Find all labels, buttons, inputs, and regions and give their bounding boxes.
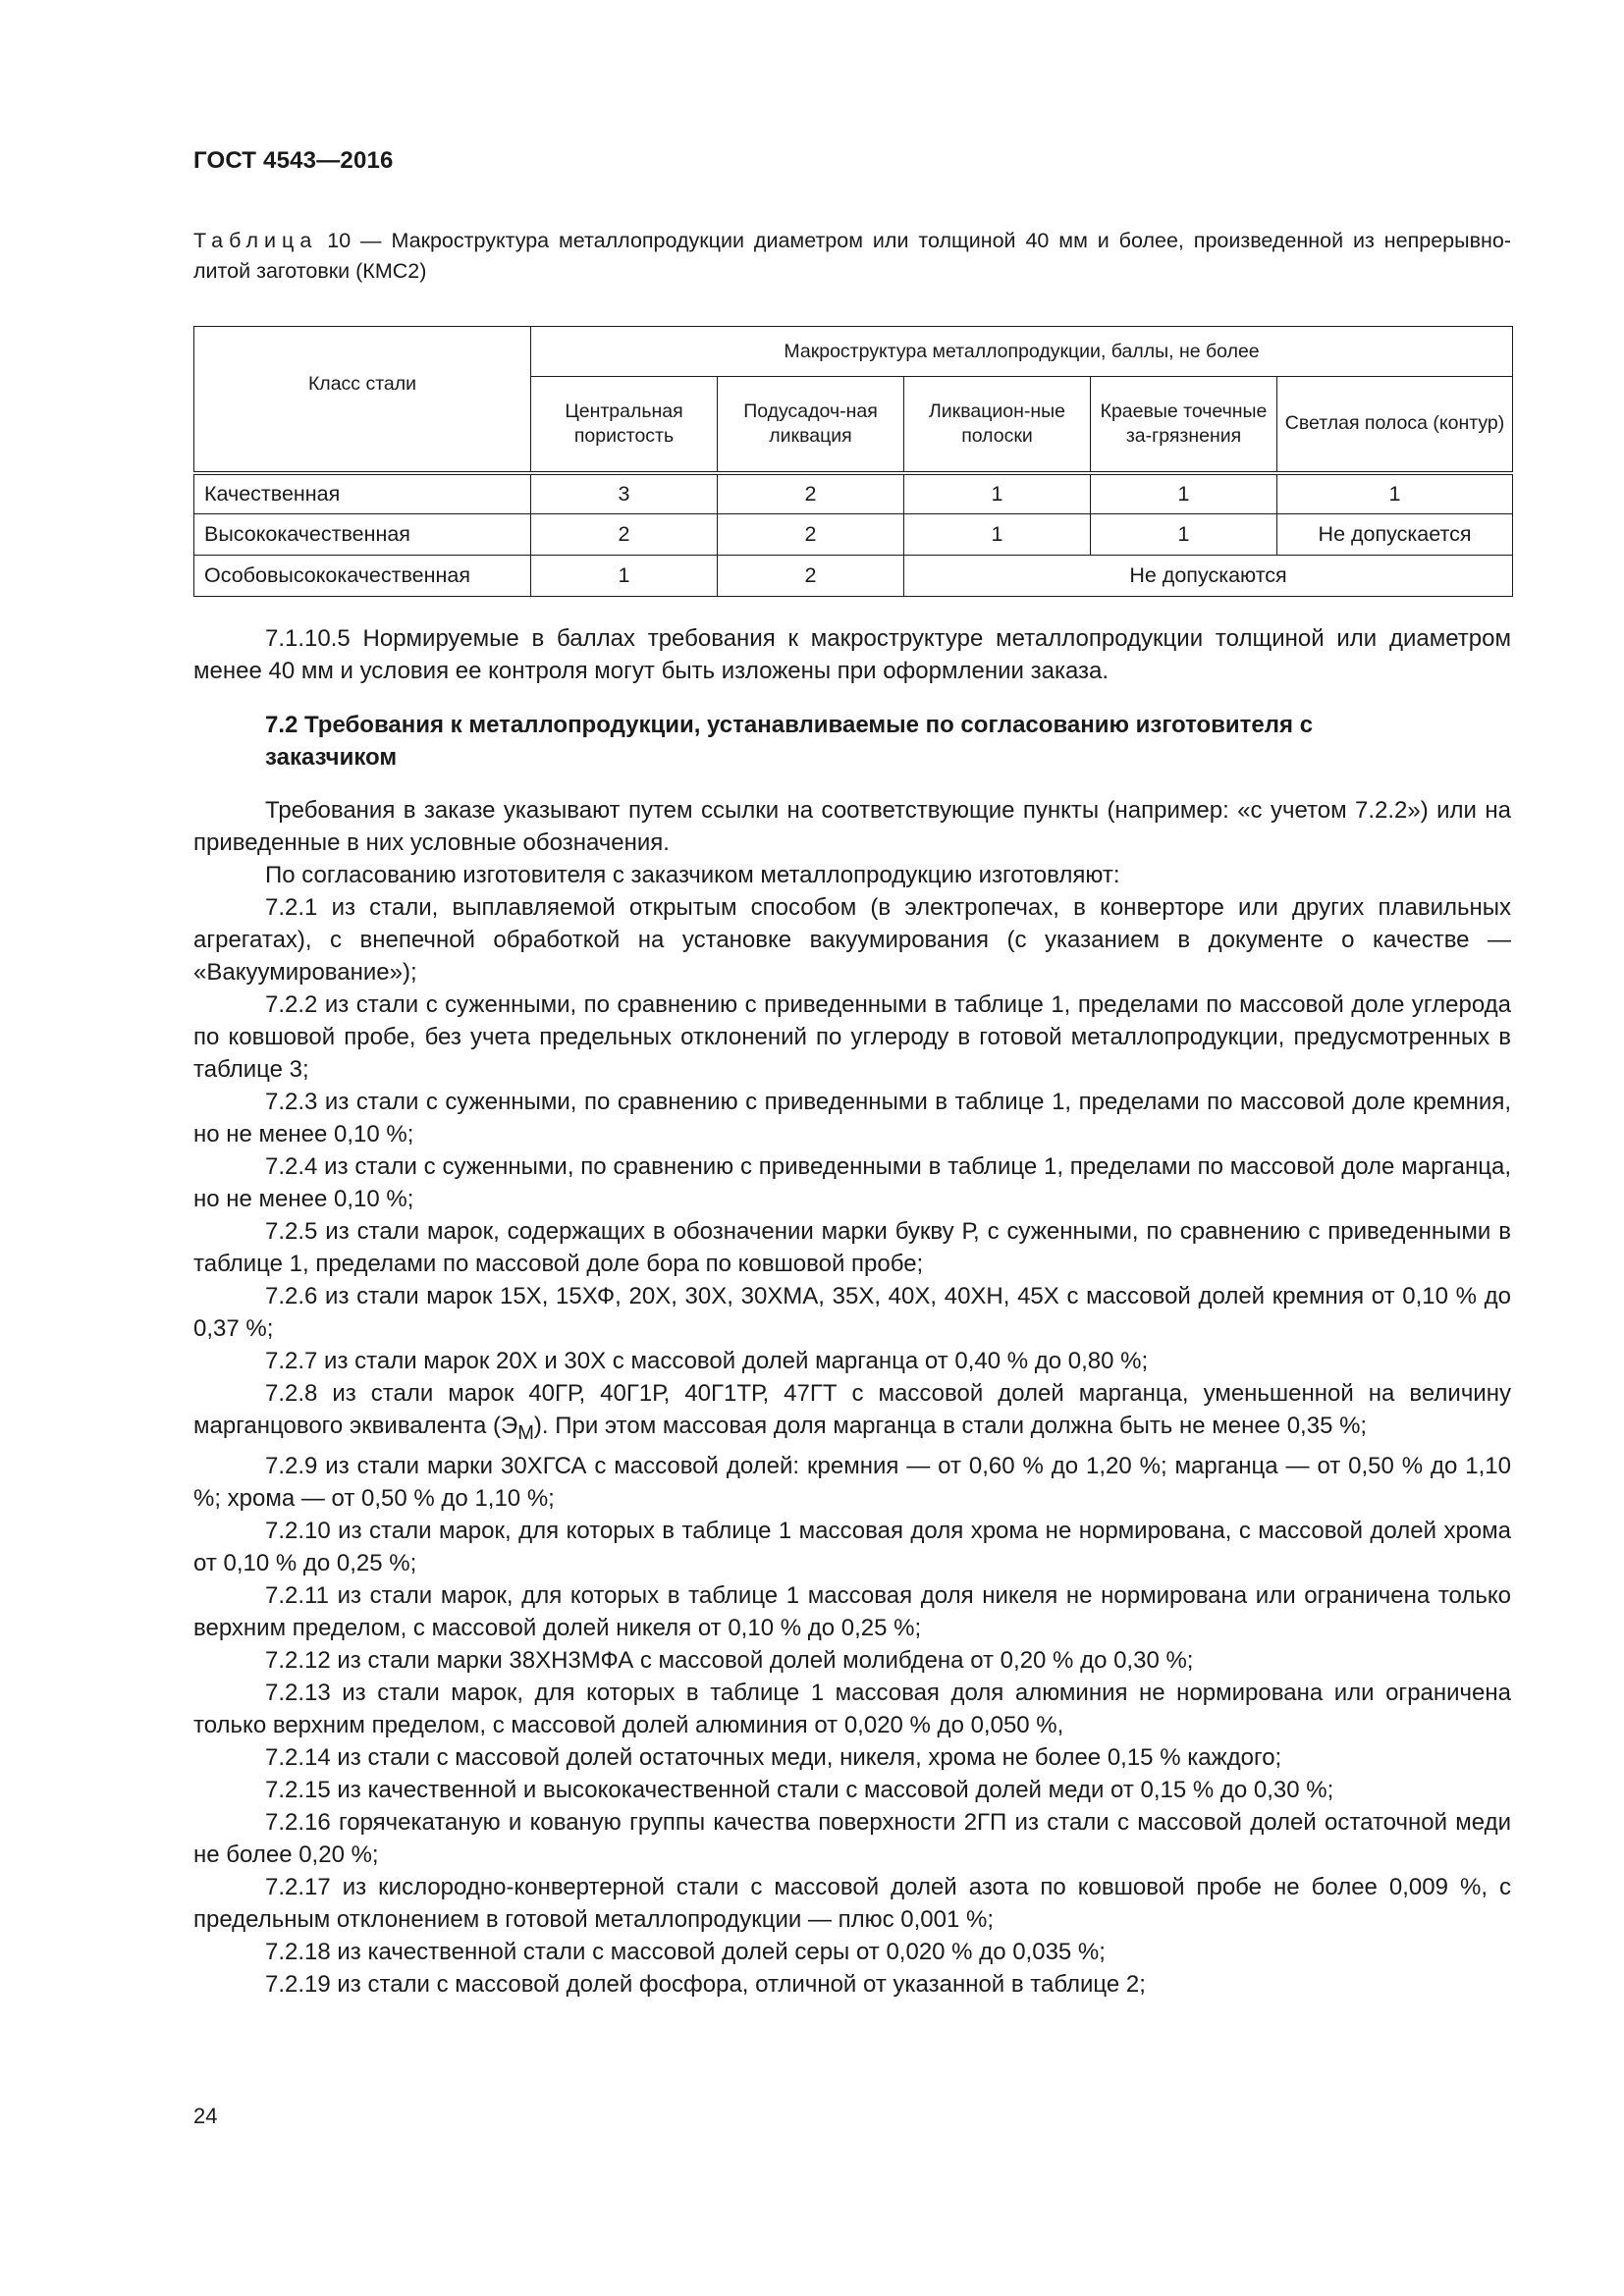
paragraph-7-2-3: 7.2.3 из стали с суженными, по сравнению с приведенными в таблице 1, пределами по массовой доле кремния, но не менее 0,10 %; — [193, 1089, 1511, 1148]
header-edge-spot-contamination: Краевые точечные за-грязнения — [1091, 377, 1277, 473]
table-cell: 2 — [531, 514, 718, 556]
paragraph-7-2-11: 7.2.11 из стали марок, для которых в таблице 1 массовая доля никеля не нормирована или ограничена только верхним пределом, с массовой долей никеля от 0,10 % до 0,25 %; — [193, 1581, 1511, 1641]
class-column-header: Класс стали — [194, 327, 531, 473]
table-row — [194, 556, 1513, 597]
macrostructure-table — [193, 326, 1513, 597]
table-cell: 1 — [531, 556, 718, 597]
section-7-2-title: 7.2 Требования к металлопродукции, устанавливаемые по согласованию изготовителя с заказчиком — [265, 712, 1314, 771]
paragraph-7-2-13: 7.2.13 из стали марок, для которых в таблице 1 массовая доля алюминия не нормирована или ограничена только верхним пределом, с массовой долей алюминия от 0,020 % до 0,050 %, — [193, 1679, 1511, 1738]
paragraph-7-2-16: 7.2.16 горячекатаную и кованую группы качества поверхности 2ГП из стали с массовой долей остаточной меди не более 0,20 %; — [193, 1808, 1511, 1868]
paragraph-7-2-7: 7.2.7 из стали марок 20Х и 30Х с массовой долей марганца от 0,40 % до 0,80 %; — [265, 1348, 1149, 1374]
header-subshrinkage-segregation: Подусадоч-ная ликвация — [718, 377, 904, 473]
header-segregation-stripes: Ликвацион-ные полоски — [904, 377, 1091, 473]
paragraph-7-2-12: 7.2.12 из стали марки 38ХН3МФА с массовой долей молибдена от 0,20 % до 0,30 %; — [265, 1646, 1194, 1674]
table-cell: 1 — [904, 514, 1091, 556]
paragraph-7-2-4: 7.2.4 из стали с суженными, по сравнению с приведенными в таблице 1, пределами по массовой доле марганца, но не менее 0,10 %; — [193, 1153, 1511, 1212]
paragraph-intro-2: По согласованию изготовителя с заказчиком металлопродукцию изготовляют: — [265, 862, 1120, 888]
header-light-band: Светлая полоса (контур) — [1277, 377, 1513, 473]
paragraph-7-2-14: 7.2.14 из стали с массовой долей остаточных меди, никеля, хрома не более 0,15 % каждого; — [265, 1743, 1282, 1771]
row-class-name: Качественная — [194, 473, 531, 514]
row-class-name: Особовысококачественная — [194, 556, 531, 597]
paragraph-7-2-5: 7.2.5 из стали марок, содержащих в обозначении марки букву Р, с суженными, по сравнению с приведенными в таблице 1, пределами по массовой доле бора по ковшовой пробе; — [193, 1218, 1511, 1277]
paragraph-intro-1: Требования в заказе указывают путем ссылки на соответствующие пункты (например: «с учетом 7.2.2») или на приведенные в них условные обозначения. — [193, 797, 1511, 856]
paragraph-7-2-2: 7.2.2 из стали с суженными, по сравнению с приведенными в таблице 1, пределами по массовой доле углерода по ковшовой пробе, без учета предельных отклонений по углероду в готовой металлопродукции, предусмотренных в таблице 3; — [193, 991, 1511, 1083]
paragraph-7-2-15: 7.2.15 из качественной и высококачественной стали с массовой долей меди от 0,15 % до 0,30 %; — [265, 1776, 1334, 1803]
table-cell: 3 — [531, 473, 718, 514]
document-body — [193, 622, 1511, 2001]
table-cell: 1 — [1091, 514, 1277, 556]
table-cell-merged: Не допускаются — [904, 556, 1513, 597]
table-row — [194, 473, 1513, 514]
row-class-name: Высококачественная — [194, 514, 531, 556]
paragraph-7-2-1: 7.2.1 из стали, выплавляемой открытым способом (в электропечах, в конверторе или других плавильных агрегатах), с внепечной обработкой на установке вакуумирования (с указанием в документе о качестве — «Вакуумирование»); — [193, 894, 1511, 986]
paragraph-7-2-18: 7.2.18 из качественной стали с массовой долей серы от 0,020 % до 0,035 %; — [265, 1938, 1106, 1965]
table-caption-lead: Таблица — [193, 229, 318, 252]
table-row — [194, 514, 1513, 556]
header-central-porosity: Центральная пористость — [531, 377, 718, 473]
table-caption — [193, 226, 1511, 287]
paragraph-7-2-6: 7.2.6 из стали марок 15Х, 15ХФ, 20Х, 30Х, 30ХМА, 35Х, 40Х, 40ХН, 45Х с массовой долей кремния от 0,10 % до 0,37 %; — [193, 1283, 1511, 1342]
paragraph-7-2-19: 7.2.19 из стали с массовой долей фосфора, отличной от указанной в таблице 2; — [265, 1970, 1146, 1998]
table-cell: 1 — [1277, 473, 1513, 514]
table-cell: 1 — [904, 473, 1091, 514]
table-caption-text: 10 — Макроструктура металлопродукции диаметром или толщиной 40 мм и более, произведенной из непрерывно-литой заготовки (КМС2) — [193, 229, 1512, 283]
macrostructure-group-header: Макроструктура металлопродукции, баллы, не более — [531, 327, 1513, 377]
paragraph-7-2-9: 7.2.9 из стали марки 30ХГСА с массовой долей: кремния — от 0,60 % до 1,20 %; марганца — от 0,50 % до 1,10 %; хрома — от 0,50 % до 1,10 %; — [193, 1452, 1511, 1512]
table-cell: 2 — [718, 556, 904, 597]
table-cell: 1 — [1091, 473, 1277, 514]
paragraph-7-2-8-part-b: ). При этом массовая доля марганца в стали должна быть не менее 0,35 %; — [533, 1413, 1368, 1439]
table-cell: Не допускается — [1277, 514, 1513, 556]
page-number: 24 — [193, 2104, 218, 2128]
table-cell: 2 — [718, 473, 904, 514]
document-header: ГОСТ 4543—2016 — [193, 147, 394, 174]
subscript-m: М — [517, 1421, 534, 1444]
paragraph-7-1-10-5: 7.1.10.5 Нормируемые в баллах требования к макроструктуре металлопродукции толщиной или диаметром менее 40 мм и условия ее контроля могут быть изложены при оформлении заказа. — [193, 625, 1511, 684]
paragraph-7-2-17: 7.2.17 из кислородно-конвертерной стали с массовой долей азота по ковшовой пробе не более 0,009 %, с предельным отклонением в готовой металлопродукции — плюс 0,001 %; — [193, 1873, 1511, 1933]
table-cell: 2 — [718, 514, 904, 556]
paragraph-7-2-10: 7.2.10 из стали марок, для которых в таблице 1 массовая доля хрома не нормирована, с массовой долей хрома от 0,10 % до 0,25 %; — [193, 1517, 1511, 1576]
paragraph-7-2-8 — [193, 1377, 1511, 1450]
paragraph-7-2-8-part-a: 7.2.8 из стали марок 40ГР, 40Г1Р, 40Г1ТР, 47ГТ с массовой долей марганца, уменьшенной на величину марганцового эквивалента (Э — [193, 1380, 1511, 1439]
